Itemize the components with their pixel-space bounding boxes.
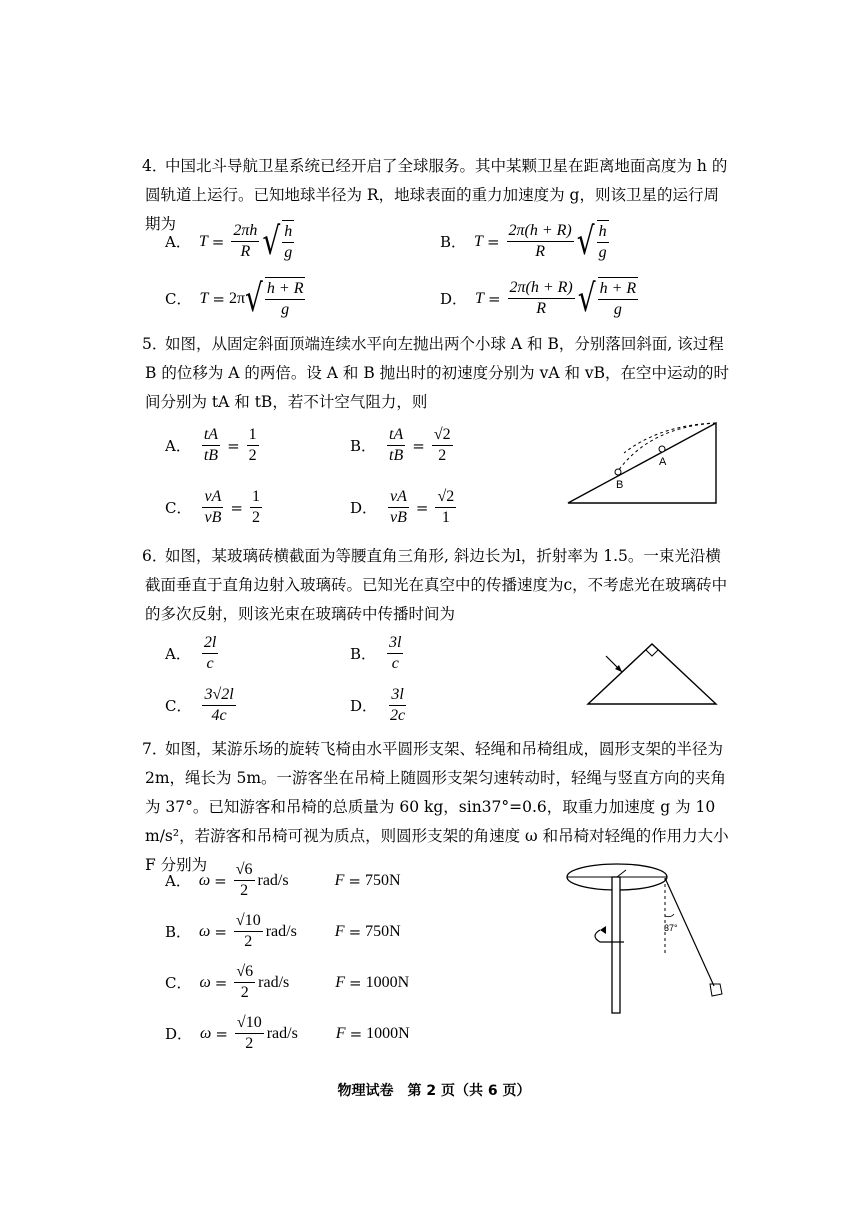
option-6d: D． $\frac{3l}{2c}$	[350, 686, 406, 724]
angle-arc	[665, 914, 674, 917]
label-a: A	[659, 456, 667, 468]
incline-triangle	[568, 423, 716, 503]
option-6c: C． $\frac{3√2l}{4c}$	[165, 686, 234, 724]
swing-ride-figure	[560, 860, 730, 1020]
page-footer: 物理试卷 第 2 页（共 6 页）	[337, 1083, 531, 1099]
option-7c: C． ω = $\frac{√6}{2}$ rad/s F = 1000N	[165, 963, 410, 1001]
label-b: B	[616, 479, 624, 491]
option-5b: B． $\frac{tA}{tB}$ = $\frac{√2}{2}$	[350, 426, 451, 464]
option-4a: A． T = $\frac{2\pi h}{R}$ √ $\frac{h}{g}$	[165, 218, 293, 264]
angle-label: 37°	[664, 923, 678, 933]
option-7d: D． ω = $\frac{√10}{2}$ rad/s F = 1000N	[165, 1014, 410, 1052]
frame-radius	[617, 870, 626, 877]
rotation-arrow-head	[600, 926, 606, 934]
glass-prism-figure	[580, 640, 725, 710]
question-number: 4．	[142, 157, 168, 175]
option-6b: B． $\frac{3l}{c}$	[350, 634, 402, 672]
option-7b: B． ω = $\frac{√10}{2}$ rad/s F = 750N	[165, 912, 401, 950]
option-5a: A． $\frac{tA}{tB}$ = $\frac{1}{2}$	[165, 426, 257, 464]
prism-triangle	[588, 644, 716, 704]
incline-figure	[560, 415, 725, 510]
option-5d: D． $\frac{vA}{vB}$ = $\frac{√2}{1}$	[350, 488, 455, 526]
question-text: 中国北斗导航卫星系统已经开启了全球服务。其中某颗卫星在距离地面高度为 h 的圆轨道上运行。已知地球半径为 R，地球表面的重力加速度为 g，则该卫星的运行周期为	[145, 157, 728, 233]
option-4b: B． T = $\frac{2\pi(h + R)}{R}$ √ $\frac{h}{g}$	[440, 218, 607, 264]
option-4d: D． T = $\frac{2\pi(h + R)}{R}$ √ $\frac{h + R}{g}$	[440, 275, 637, 321]
chair	[710, 984, 722, 996]
ball-b	[615, 469, 621, 475]
question-6: 6． 如图，某玻璃砖横截面为等腰直角三角形, 斜边长为l，折射率为 1.5。一束光沿横截面垂直于直角边射入玻璃砖。已知光在真空中的传播速度为c，不考虑光在玻璃砖中的多次反射，则该光束在玻璃砖中传播时间为	[142, 547, 728, 623]
option-5c: C． $\frac{vA}{vB}$ = $\frac{1}{2}$	[165, 488, 260, 526]
question-7: 7． 如图，某游乐场的旋转飞椅由水平圆形支架、轻绳和吊椅组成，圆形支架的半径为 2m，绳长为 5m。一游客坐在吊椅上随圆形支架匀速转动时，轻绳与竖直方向的夹角为 37°。已知游客和吊椅的总质量为 60 kg，sin37°=0.6，取重力加速度 g 为 10 m/s²，若游客和吊椅可视为质点，则圆形支架的角速度 ω 和吊椅对轻绳的作用力大小 F 分别为	[142, 740, 729, 874]
question-5: 5． 如图，从固定斜面顶端连续水平向左抛出两个小球 A 和 B，分别落回斜面, 该过程 B 的位移为 A 的两倍。设 A 和 B 抛出时的初速度分别为 vA 和 vB，在空中运动的时间分别为 tA 和 tB，若不计空气阻力，则	[142, 335, 730, 411]
center-pole	[612, 877, 620, 1013]
option-4c: C． T = 2π √ $\frac{h + R}{g}$	[165, 275, 304, 321]
right-angle-mark	[646, 650, 658, 656]
option-7a: A． ω = $\frac{√6}{2}$ rad/s F = 750N	[165, 861, 401, 899]
option-6a: A． $\frac{2l}{c}$	[165, 634, 217, 672]
ball-a	[659, 446, 665, 452]
